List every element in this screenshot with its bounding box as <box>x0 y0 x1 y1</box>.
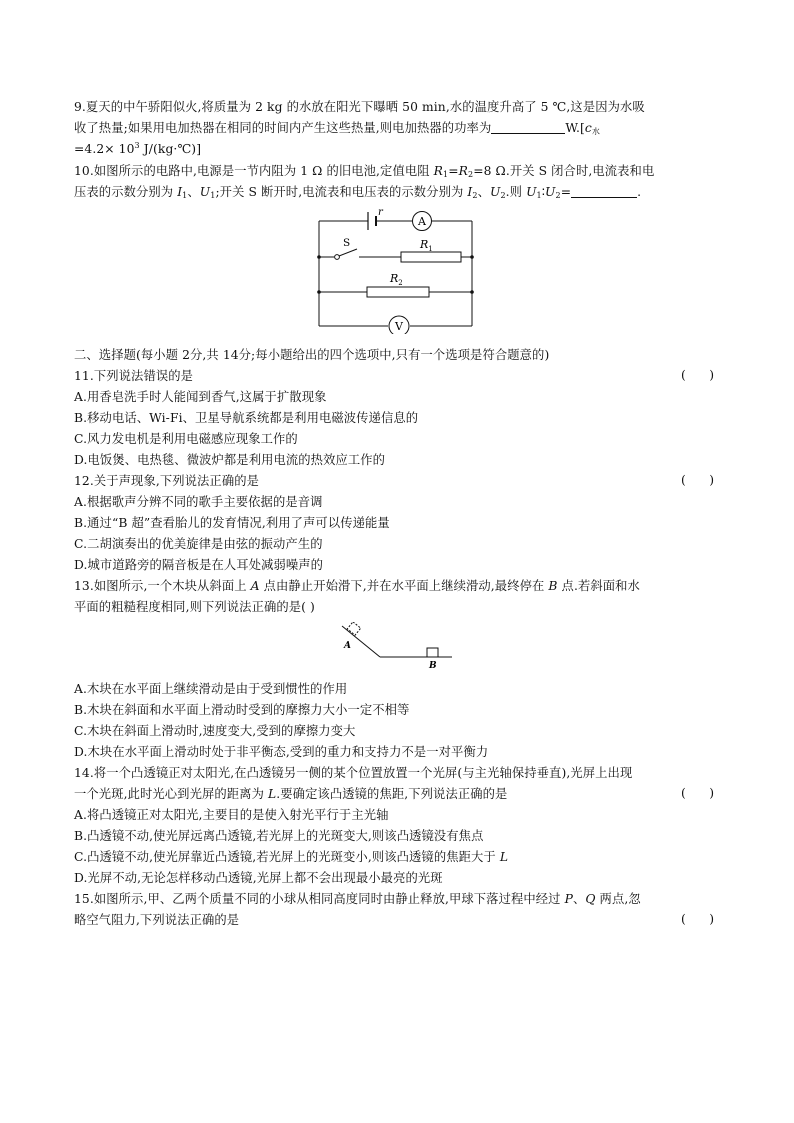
circuit-diagram <box>310 204 482 334</box>
option-text: D.电饭煲、电热毯、微波炉都是利用电流的热效应工作的 <box>74 453 386 467</box>
var-U2b: U <box>545 185 556 199</box>
q13-option-b <box>74 702 409 718</box>
q9-line-3 <box>74 141 201 157</box>
option-text: D.木块在水平面上滑动时处于非平衡态,受到的重力和支持力不是一对平衡力 <box>74 745 489 759</box>
internal-resistance-label: r <box>378 207 383 218</box>
sep: 、 <box>477 185 490 199</box>
point-Q: Q <box>585 892 596 906</box>
stem-text: 略空气阻力,下列说法正确的是 <box>74 913 240 927</box>
q9-text-2: 收了热量;如果用电加热器在相同的时间内产生这些热量,则电加热器的功率为 <box>74 121 492 135</box>
section-heading-text: 二、选择题(每小题 2分,共 14分;每小题给出的四个选项中,只有一个选项是符合题意的) <box>74 348 550 362</box>
q9-line-2 <box>74 120 600 136</box>
q12-option-b <box>74 515 390 531</box>
var-I1: I <box>177 185 183 199</box>
q12-stem <box>74 473 259 489</box>
answer-blank[interactable] <box>571 185 637 198</box>
stem-text: 15.如图所示,甲、乙两个质量不同的小球从相同高度同时由静止释放,甲球下落过程中经过 <box>74 892 565 906</box>
point-A-label: A <box>344 641 351 651</box>
option-text: C.风力发电机是利用电磁感应现象工作的 <box>74 432 298 446</box>
q9-line-1 <box>74 99 645 115</box>
answer-paren[interactable]: ( ) <box>681 786 715 800</box>
block-start <box>347 622 360 635</box>
option-text: B.凸透镜不动,使光屏远离凸透镜,若光屏上的光斑变大,则该凸透镜没有焦点 <box>74 829 484 843</box>
sep: 、 <box>187 185 200 199</box>
point-P: P <box>564 892 573 906</box>
q11-option-a <box>74 389 327 405</box>
point-B-label: B <box>429 661 437 670</box>
var-I2: I <box>467 185 473 199</box>
voltmeter-label: V <box>395 320 403 333</box>
q11-option-d <box>74 452 385 468</box>
q9-text-1: 9.夏天的中午骄阳似火,将质量为 2 kg 的水放在阳光下曝晒 50 min,水的温度升高了 5 ℃,这是因为水吸 <box>74 100 645 114</box>
stem-text: 点由静止开始滑下,并在水平面上继续滑动,最终停在 <box>259 579 549 593</box>
sub: 2 <box>472 191 478 200</box>
stem-text: 平面的粗糙程度相同,则下列说法正确的是( ) <box>74 600 315 614</box>
var-c: c <box>584 121 592 135</box>
sub: 2 <box>500 191 506 200</box>
sub: 1 <box>182 191 188 200</box>
option-text: B.移动电话、Wi-Fi、卫星导航系统都是利用电磁波传递信息的 <box>74 411 419 425</box>
var-U1b: U <box>526 185 537 199</box>
var-R1-sub: 1 <box>443 170 449 179</box>
stem-text: 点.若斜面和水 <box>557 579 640 593</box>
q9-text-3b: J/(kg·℃)] <box>139 142 202 156</box>
q13-line-1 <box>74 578 640 594</box>
q13-line-2 <box>74 599 315 615</box>
q10-text-1a: 10.如图所示的电路中,电源是一节内阻为 1 Ω 的旧电池,定值电阻 <box>74 164 434 178</box>
q13-option-d <box>74 744 488 760</box>
option-text: C.木块在斜面上滑动时,速度变大,受到的摩擦力变大 <box>74 724 356 738</box>
equals: = <box>448 164 459 178</box>
r2-label: $R_2$ <box>390 272 403 287</box>
block-end <box>427 648 438 657</box>
q14-option-b <box>74 828 483 844</box>
period: . <box>637 185 642 199</box>
q13-option-c <box>74 723 355 739</box>
option-text: D.城市道路旁的隔音板是在人耳处减弱噪声的 <box>74 558 324 572</box>
var-U2: U <box>489 185 501 199</box>
sub: 1 <box>210 191 216 200</box>
stem-text: 13.如图所示,一个木块从斜面上 <box>74 579 251 593</box>
sub: 1 <box>536 191 542 200</box>
q10-text-2a: 压表的示数分别为 <box>74 185 178 199</box>
option-text: A.用香皂洗手时人能闻到香气,这属于扩散现象 <box>74 390 327 404</box>
incline-diagram <box>338 622 456 670</box>
var-R2: R <box>458 164 468 178</box>
switch-label: S <box>343 237 351 249</box>
q13-option-a <box>74 681 347 697</box>
var-R1: R <box>433 164 444 178</box>
answer-paren[interactable]: ( ) <box>681 368 715 382</box>
stem-text: 一个光斑,此时光心到光屏的距离为 <box>74 787 268 801</box>
q12-option-a <box>74 494 323 510</box>
sub: 2 <box>555 191 561 200</box>
junction-dot <box>317 290 321 294</box>
junction-dot <box>317 255 321 259</box>
stem-text: 11.下列说法错误的是 <box>74 369 194 383</box>
q11-option-c <box>74 431 298 447</box>
var-c-sub: 水 <box>591 127 600 136</box>
option-text: C.凸透镜不动,使光屏靠近凸透镜,若光屏上的光斑变小,则该凸透镜的焦距大于 <box>74 850 500 864</box>
q9-unit: W.[ <box>565 121 585 135</box>
option-text: A.木块在水平面上继续滑动是由于受到惯性的作用 <box>74 682 348 696</box>
option-text: B.通过“B 超”查看胎儿的发育情况,利用了声可以传递能量 <box>74 516 390 530</box>
ammeter-symbol <box>413 212 432 231</box>
q15-line-2 <box>74 912 239 928</box>
stem-text: 12.关于声现象,下列说法正确的是 <box>74 474 260 488</box>
option-text: D.光屏不动,无论怎样移动凸透镜,光屏上都不会出现最小最亮的光斑 <box>74 871 443 885</box>
q10-text-2d: = <box>560 185 572 199</box>
answer-blank[interactable] <box>491 121 565 134</box>
section-heading <box>74 347 549 363</box>
q14-option-d <box>74 870 443 886</box>
junction-dot <box>470 255 474 259</box>
q10-text-1b: =8 Ω.开关 S 闭合时,电流表和电 <box>473 164 655 178</box>
var-R2-sub: 2 <box>467 170 474 179</box>
q15-line-1 <box>74 891 641 907</box>
option-text: A.根据歌声分辨不同的歌手主要依据的是音调 <box>74 495 323 509</box>
junction-dot <box>470 290 474 294</box>
q10-text-2b: ;开关 S 断开时,电流表和电压表的示数分别为 <box>215 185 468 199</box>
q14-option-c <box>74 849 508 865</box>
var-L: L <box>267 787 277 801</box>
var-U1: U <box>199 185 211 199</box>
q9-exponent: 3 <box>134 141 140 150</box>
voltmeter-symbol <box>389 316 409 334</box>
stem-text: 两点,忽 <box>595 892 641 906</box>
ratio-sign: ∶ <box>541 185 546 199</box>
q10-line-1 <box>74 163 654 179</box>
q10-line-2 <box>74 184 641 200</box>
stem-text: .要确定该凸透镜的焦距,下列说法正确的是 <box>276 787 508 801</box>
q14-line-2 <box>74 786 507 802</box>
q14-line-1 <box>74 765 632 781</box>
option-text: B.木块在斜面和水平面上滑动时受到的摩擦力大小一定不相等 <box>74 703 410 717</box>
sep: 、 <box>572 892 586 906</box>
q14-option-a <box>74 807 389 823</box>
q12-option-d <box>74 557 323 573</box>
answer-paren[interactable]: ( ) <box>681 473 715 487</box>
q12-option-c <box>74 536 323 552</box>
answer-paren[interactable]: ( ) <box>681 912 715 926</box>
option-text: C.二胡演奏出的优美旋律是由弦的振动产生的 <box>74 537 323 551</box>
point-A: A <box>250 579 260 593</box>
q9-text-3a: =4.2× 10 <box>74 142 135 156</box>
q10-text-2c: .则 <box>505 185 527 199</box>
var-L: L <box>499 850 509 864</box>
point-B: B <box>548 579 558 593</box>
q11-stem <box>74 368 193 384</box>
stem-text: 14.将一个凸透镜正对太阳光,在凸透镜另一侧的某个位置放置一个光屏(与主光轴保持垂直),光屏上出现 <box>74 766 633 780</box>
q11-option-b <box>74 410 418 426</box>
option-text: A.将凸透镜正对太阳光,主要目的是使入射光平行于主光轴 <box>74 808 389 822</box>
r1-label: $R_1$ <box>420 238 433 253</box>
ammeter-label: A <box>418 215 426 228</box>
